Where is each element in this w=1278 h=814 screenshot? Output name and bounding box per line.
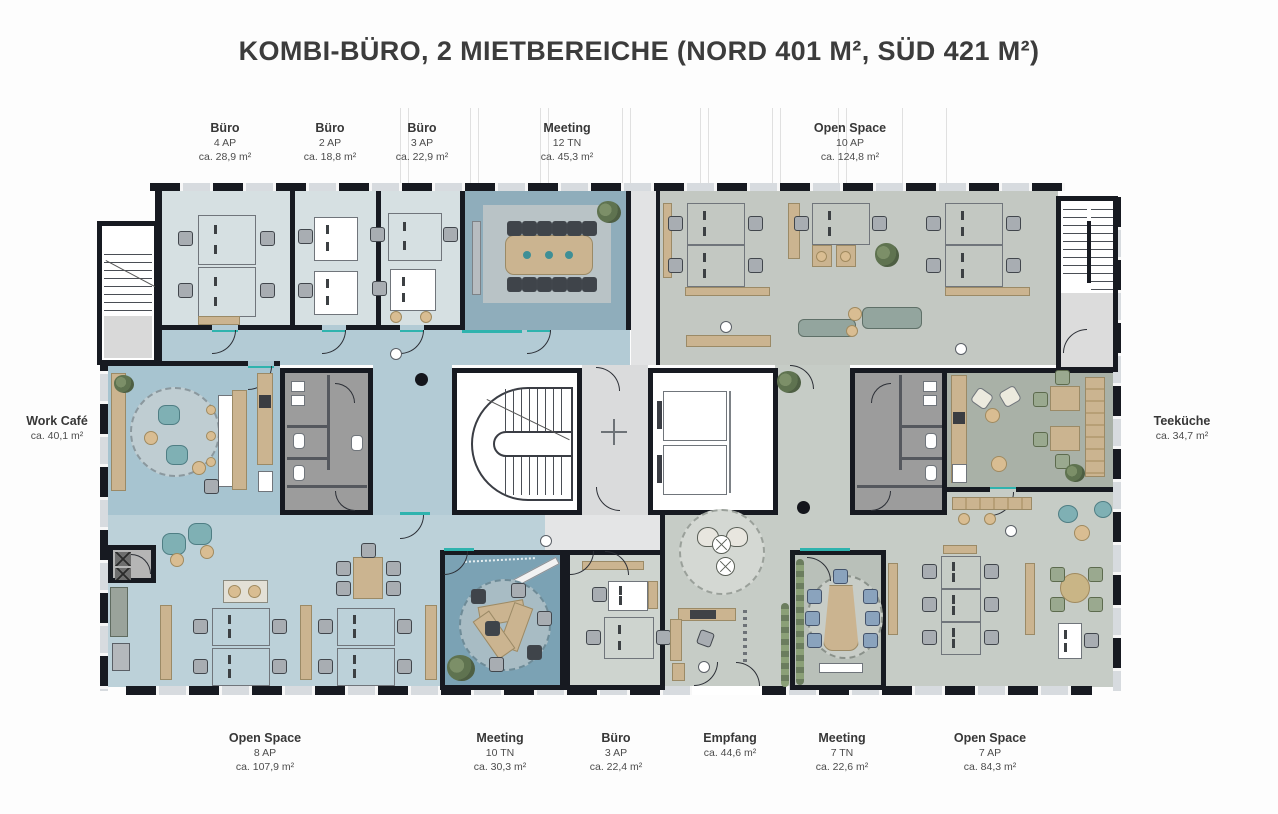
person-figure <box>1005 525 1017 537</box>
bean-bag <box>162 533 186 555</box>
chair <box>507 221 522 236</box>
toilet <box>293 465 305 481</box>
teal-threshold <box>800 548 850 551</box>
chair <box>668 216 683 231</box>
grid-line <box>780 108 781 185</box>
room-label-meeting-12tn: Meeting 12 TN ca. 45,3 m² <box>540 121 594 163</box>
pouf <box>390 311 402 323</box>
chair <box>193 659 208 674</box>
plant-curtain <box>781 603 789 687</box>
meeting-7tn <box>790 550 886 690</box>
chair <box>1088 567 1103 582</box>
table <box>1050 426 1080 451</box>
elevator-room <box>648 368 778 515</box>
bean-bag <box>166 445 188 465</box>
chair <box>794 216 809 231</box>
plant <box>875 243 899 267</box>
chair <box>336 581 351 596</box>
chair <box>386 581 401 596</box>
lounge-chair <box>998 385 1022 409</box>
room-label-buero-4ap: Büro 4 AP ca. 28,9 m² <box>198 121 252 163</box>
door-arc <box>596 487 620 511</box>
chair <box>204 479 219 494</box>
plant <box>447 655 475 681</box>
teal-threshold <box>462 330 522 333</box>
exterior-stair-west <box>97 221 159 365</box>
booth-chair <box>228 585 241 598</box>
bean-bag <box>1058 505 1078 523</box>
booth-chair <box>248 585 261 598</box>
desk <box>1058 623 1082 659</box>
chair <box>805 611 820 626</box>
sideboard <box>788 203 800 259</box>
door-arc <box>807 557 831 581</box>
toilet <box>925 465 937 481</box>
door-arc <box>335 383 355 403</box>
room-label-buero-3ap-nord: Büro 3 AP ca. 22,9 m² <box>395 121 449 163</box>
desk-cluster <box>687 203 745 245</box>
chair <box>298 283 313 298</box>
chair <box>984 630 999 645</box>
person-figure <box>540 535 552 547</box>
chair <box>922 597 937 612</box>
chair <box>922 630 937 645</box>
grid-line <box>700 108 701 185</box>
wall <box>656 191 660 365</box>
pouf <box>200 545 214 559</box>
wc-partition <box>327 375 330 470</box>
person-figure <box>720 321 732 333</box>
wc-partition <box>899 457 942 460</box>
room-label-meeting-10tn: Meeting 10 TN ca. 30,3 m² <box>473 731 527 773</box>
elevator-door <box>657 401 662 429</box>
wc-partition <box>287 457 329 460</box>
pouf <box>192 461 206 475</box>
chair <box>1088 597 1103 612</box>
lounge-chair <box>970 386 994 410</box>
cabinet <box>672 663 685 681</box>
pouf <box>170 553 184 567</box>
chair <box>318 619 333 634</box>
chair <box>318 659 333 674</box>
wall <box>376 191 381 330</box>
sideboard <box>160 605 172 680</box>
team-table <box>353 557 383 599</box>
floorplan <box>100 183 1122 705</box>
chair <box>984 597 999 612</box>
chair <box>552 277 567 292</box>
chair <box>361 543 376 558</box>
person-figure <box>390 348 402 360</box>
teekueche <box>947 368 1113 492</box>
sofa <box>862 307 922 329</box>
booth-chair <box>816 251 827 262</box>
chair <box>552 221 567 236</box>
bean-bag <box>158 405 180 425</box>
desk <box>314 271 358 315</box>
stair-tower-east <box>1056 196 1118 372</box>
elevator-lobby <box>582 365 648 515</box>
table-dot <box>545 251 553 259</box>
stair-treads <box>1063 209 1087 279</box>
chair <box>567 277 582 292</box>
chair <box>537 221 552 236</box>
door-arc <box>596 367 620 391</box>
chair <box>260 231 275 246</box>
sideboard <box>945 287 1030 296</box>
chair <box>397 659 412 674</box>
chair <box>522 221 537 236</box>
desk-cluster <box>687 245 745 287</box>
chair <box>485 621 500 636</box>
chair <box>1050 597 1065 612</box>
wc-partition <box>899 425 942 428</box>
wc-partition <box>287 485 367 488</box>
grid-line <box>772 108 773 185</box>
wall <box>947 368 1113 373</box>
facade-west <box>100 341 108 691</box>
fridge <box>258 471 273 492</box>
chair <box>178 283 193 298</box>
chair <box>926 216 941 231</box>
pouf <box>984 513 996 525</box>
bench <box>952 497 1032 510</box>
chair <box>748 258 763 273</box>
chair <box>372 281 387 296</box>
booth-chair <box>840 251 851 262</box>
meeting-12tn <box>465 191 626 330</box>
column <box>797 501 810 514</box>
chair <box>397 619 412 634</box>
wc-partition <box>857 485 942 488</box>
elevator-car <box>663 391 727 441</box>
chair <box>872 216 887 231</box>
desk-cluster <box>945 245 1003 287</box>
room-label-open-space-7ap: Open Space 7 AP ca. 84,3 m² <box>953 731 1027 773</box>
entrance-gap <box>692 686 762 695</box>
person-figure <box>955 343 967 355</box>
chair <box>833 569 848 584</box>
chair <box>668 258 683 273</box>
squiggle-line <box>465 557 535 566</box>
plant <box>114 375 134 393</box>
table-dot <box>523 251 531 259</box>
room-label-teekueche: Teeküche ca. 34,7 m² <box>1153 414 1211 442</box>
high-table-wood <box>232 390 247 490</box>
chair <box>272 619 287 634</box>
chair <box>193 619 208 634</box>
pouf <box>848 307 862 321</box>
reception-desk-return <box>670 619 682 661</box>
reception-equipment <box>690 610 716 619</box>
chair <box>1084 633 1099 648</box>
door-arc <box>335 491 355 511</box>
chair <box>863 589 878 604</box>
chair <box>807 633 822 648</box>
crate <box>115 552 131 566</box>
desk-cluster <box>604 617 654 659</box>
room-label-empfang: Empfang ca. 44,6 m² <box>703 731 757 759</box>
chair <box>1006 216 1021 231</box>
bean-bag <box>188 523 212 545</box>
wc-partition <box>899 375 902 470</box>
plant-curtain <box>796 559 804 685</box>
toilet <box>351 435 363 451</box>
chair <box>567 221 582 236</box>
chair <box>1050 567 1065 582</box>
plant <box>597 201 621 223</box>
door-arc <box>871 383 891 403</box>
grid-line <box>708 108 709 185</box>
sideboard <box>686 335 771 347</box>
chair <box>1033 432 1048 447</box>
chair <box>370 227 385 242</box>
facade-north <box>150 183 1065 191</box>
side-table <box>712 535 731 554</box>
chair <box>748 216 763 231</box>
lobby-cross <box>613 419 615 445</box>
chair <box>511 583 526 598</box>
meeting-10tn <box>440 550 565 690</box>
room-label-work-cafe: Work Café ca. 40,1 m² <box>26 414 88 442</box>
chair <box>489 657 504 672</box>
stove <box>953 412 965 424</box>
chair <box>582 277 597 292</box>
wall <box>290 191 295 330</box>
chair <box>537 611 552 626</box>
chair <box>984 564 999 579</box>
room-label-open-space-8ap: Open Space 8 AP ca. 107,9 m² <box>228 731 302 773</box>
sideboard <box>425 605 437 680</box>
page-title: KOMBI-BÜRO, 2 MIETBEREICHE (NORD 401 M², SÜD 421 M²) <box>238 36 1040 66</box>
sink <box>291 395 305 406</box>
dishwasher <box>952 464 967 483</box>
pouf <box>985 408 1000 423</box>
grid-line <box>946 108 947 185</box>
desk-cluster <box>337 608 395 646</box>
crate <box>115 568 131 580</box>
sideboard <box>685 287 770 296</box>
west-corridor <box>373 365 452 515</box>
south-vestibule <box>545 515 665 551</box>
chair <box>537 277 552 292</box>
room-label-buero-2ap: Büro 2 AP ca. 18,8 m² <box>303 121 357 163</box>
desk-cluster <box>198 267 256 317</box>
stool <box>206 457 216 467</box>
wall <box>947 487 1113 492</box>
chair <box>260 283 275 298</box>
sink <box>923 395 937 406</box>
desk <box>608 581 648 611</box>
chair <box>471 589 486 604</box>
chair <box>522 277 537 292</box>
chair <box>592 587 607 602</box>
north-lobby-strip <box>631 191 656 365</box>
desk-cluster <box>388 213 442 261</box>
sideboard <box>1025 563 1035 635</box>
chair <box>656 630 671 645</box>
chair <box>926 258 941 273</box>
chair <box>582 221 597 236</box>
desk-cluster <box>212 648 270 686</box>
stool <box>206 405 216 415</box>
elevator-door <box>657 455 662 483</box>
bench <box>819 663 863 673</box>
stove <box>259 395 271 408</box>
chair <box>865 611 880 626</box>
stair-vestibule <box>1061 293 1113 367</box>
bean-bag <box>1094 501 1112 518</box>
chair <box>507 277 522 292</box>
chair <box>1006 258 1021 273</box>
desk <box>390 269 436 311</box>
whiteboard <box>472 221 481 295</box>
chair <box>336 561 351 576</box>
chair <box>1033 392 1048 407</box>
chair <box>443 227 458 242</box>
table <box>1050 386 1080 411</box>
bench <box>1085 377 1105 477</box>
desk-cluster <box>337 648 395 686</box>
side-cabinet <box>648 581 658 609</box>
stair-treads <box>1091 209 1113 291</box>
desk-cluster <box>941 589 981 622</box>
room-label-buero-3ap-sued: Büro 3 AP ca. 22,4 m² <box>589 731 643 773</box>
pouf <box>1074 525 1090 541</box>
sideboard <box>943 545 977 554</box>
main-stairwell <box>452 368 582 515</box>
wall <box>660 515 665 551</box>
toilet <box>293 433 305 449</box>
toilet <box>925 433 937 449</box>
kitchen-counter <box>257 373 273 465</box>
desk-cluster <box>198 215 256 265</box>
sideboard <box>198 316 240 325</box>
sink <box>923 381 937 392</box>
pouf <box>846 325 858 337</box>
sink <box>291 381 305 392</box>
room-label-open-space-10ap: Open Space 10 AP ca. 124,8 m² <box>813 121 887 163</box>
plant <box>1065 464 1085 482</box>
chair <box>863 633 878 648</box>
table-dot <box>565 251 573 259</box>
door-arc <box>871 491 891 511</box>
chair <box>178 231 193 246</box>
stair-rail <box>1087 221 1091 283</box>
side-table <box>716 557 735 576</box>
pouf <box>144 431 158 445</box>
column <box>415 373 428 386</box>
stair-treads <box>505 453 567 495</box>
wc-partition <box>287 425 329 428</box>
desk-cluster <box>941 556 981 589</box>
wc-block-west <box>280 368 373 515</box>
pouf <box>420 311 432 323</box>
desk-cluster <box>945 203 1003 245</box>
shaft-rail <box>729 391 731 493</box>
chair <box>272 659 287 674</box>
copier <box>112 643 130 671</box>
chair <box>298 229 313 244</box>
sideboard <box>888 563 898 635</box>
wall <box>155 191 162 365</box>
pouf <box>958 513 970 525</box>
storage-room <box>108 545 156 583</box>
stool <box>206 431 216 441</box>
chair <box>586 630 601 645</box>
lockers <box>110 587 128 637</box>
chair <box>807 589 822 604</box>
stair-treads <box>505 389 567 431</box>
chair <box>527 645 542 660</box>
chair <box>922 564 937 579</box>
chair <box>386 561 401 576</box>
bead-curtain <box>743 610 747 662</box>
desk-cluster <box>941 622 981 655</box>
elevator-car <box>663 445 727 495</box>
chair <box>1055 370 1070 385</box>
wc-block-east <box>850 368 947 515</box>
sideboard <box>300 605 312 680</box>
desk <box>314 217 358 261</box>
desk-cluster <box>812 203 870 245</box>
desk-cluster <box>212 608 270 646</box>
stair-landing <box>104 316 152 358</box>
room-label-meeting-7tn: Meeting 7 TN ca. 22,6 m² <box>815 731 869 773</box>
pouf <box>991 456 1007 472</box>
door-arc <box>131 554 151 574</box>
